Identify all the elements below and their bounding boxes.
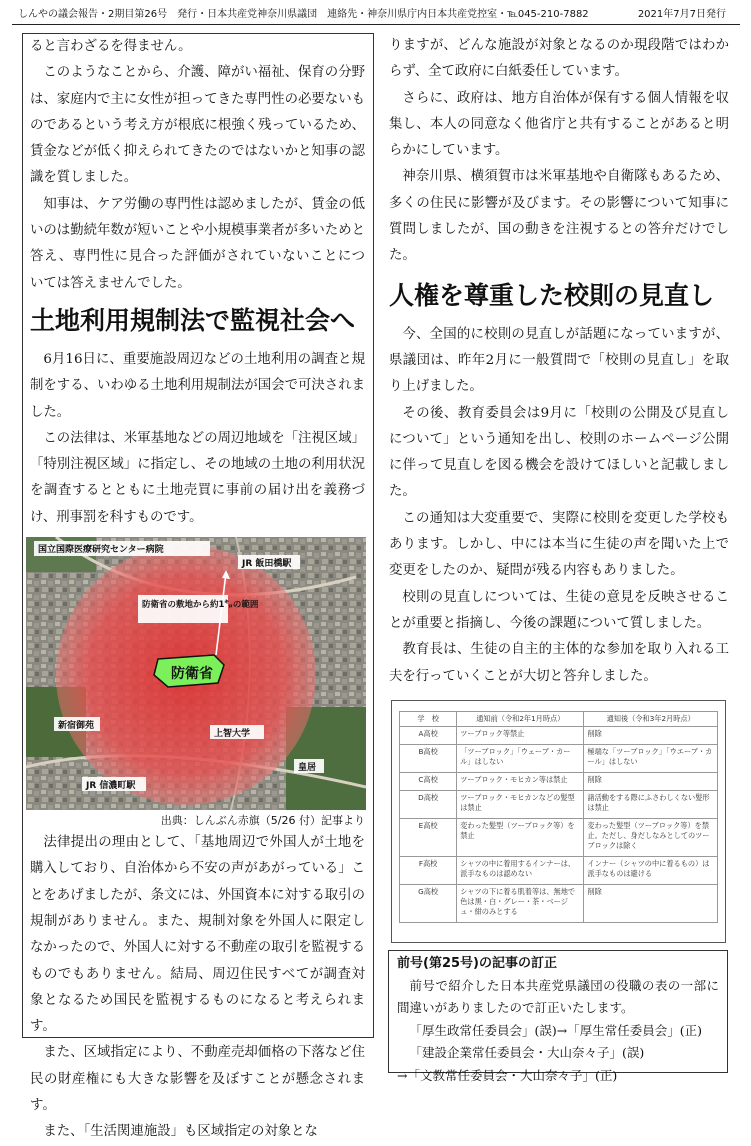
map-label-shinjuku-gyoen: 新宿御苑 — [58, 721, 95, 732]
paragraph: また、区域指定により、不動産売却価格の下落など住民の財産権にも大きな影響を及ぼすことが懸念されます。 — [30, 1045, 365, 1114]
correction-box — [388, 950, 728, 1083]
table-cell: D高校 — [400, 790, 457, 818]
table-cell: シャツの中に着用するインナーは、派手なものは認めない — [457, 856, 584, 884]
map-label-mod: 防衛省 — [171, 666, 213, 683]
paragraph: 6月16日に、重要施設周辺などの土地利用の調査と規制をする、いわゆる土地利用規制法が国会で可決されました。 — [30, 351, 365, 420]
table-header-cell: 学 校 — [400, 711, 457, 726]
table-cell: 削除 — [584, 772, 718, 790]
section-heading-land-law: 土地利用規制法で監視社会へ — [30, 305, 356, 335]
correction-title: 前号(第25号)の記事の訂正 — [397, 955, 557, 971]
table-header-cell: 通知前（令和2年1月時点） — [457, 711, 584, 726]
section-heading-school-rules: 人権を尊重した校則の見直し — [389, 280, 715, 310]
left-column — [22, 33, 374, 1140]
table-row — [400, 856, 718, 884]
table-header-cell: 通知後（令和3年2月時点） — [584, 711, 718, 726]
page-header — [12, 6, 740, 25]
table-cell: インナー（シャツの中に着るもの）は派手なものは避ける — [584, 856, 718, 884]
paragraph: 校則の見直しについては、生徒の意見を反映させることが重要と指摘し、今後の課題について質しました。 — [389, 589, 729, 631]
table-cell: ツーブロック・モヒカン等は禁止 — [457, 772, 584, 790]
table-row — [400, 744, 718, 772]
table-cell: C高校 — [400, 772, 457, 790]
table-cell: 「ツーブロック」「ウェーブ・カール」はしない — [457, 744, 584, 772]
table-cell: A高校 — [400, 726, 457, 744]
map-label-sophia: 上智大学 — [214, 729, 251, 740]
correction-line: 「建設企業常任委員会・大山奈々子」(誤) — [409, 1045, 645, 1061]
table-cell: シャツの下に着る肌着等は、無地で色は黒・白・グレー・茶・ベージュ・紺のみとする — [457, 884, 584, 922]
table-cell: G高校 — [400, 884, 457, 922]
paragraph: 知事は、ケア労働の専門性は認めましたが、賃金の低いのは勤続年数が短いことや小規模事業者が多いためと答え、専門性に見合った評価がされていないことについては答えませんでした。 — [30, 196, 365, 291]
paragraph: りますが、どんな施設が対象となるのか現段階ではわからず、全て政府に白紙委任しています。 — [389, 38, 729, 80]
table-cell: 削除 — [584, 726, 718, 744]
table-row — [400, 818, 718, 856]
map-figure — [26, 537, 366, 810]
right-column — [385, 33, 737, 1083]
table-cell: 諸活動をする際にふさわしくない髪形は禁止 — [584, 790, 718, 818]
paragraph: その後、教育委員会は9月に「校則の公開及び見直しについて」という通知を出し、校則のホームページ公開に伴って見直しを図る機会を設けてほしいと記載しました。 — [389, 405, 729, 500]
school-rules-table-figure — [391, 700, 726, 943]
table-cell: B高校 — [400, 744, 457, 772]
map-label-imperial-palace: 皇居 — [298, 763, 317, 774]
correction-line: 「厚生政常任委員会」(誤)→「厚生常任委員会」(正) — [409, 1022, 702, 1038]
table-row — [400, 790, 718, 818]
table-row — [400, 726, 718, 744]
map-caption: 出典：しんぶん赤旗（5/26 付）記事より — [160, 814, 365, 828]
table-cell: ツーブロック・モヒカンなどの髪型は禁止 — [457, 790, 584, 818]
paragraph: 今、全国的に校則の見直しが話題になっていますが、県議団は、昨年2月に一般質問で「校則の見直し」を取り上げました。 — [389, 326, 729, 395]
table-cell: F高校 — [400, 856, 457, 884]
paragraph: この法律は、米軍基地などの周辺地域を「注視区域」「特別注視区域」に指定し、その地域の土地の利用状況を調査するとともに土地売買に事前の届け出を義務づけ、刑事罰を科すものです。 — [30, 430, 365, 525]
correction-text: 前号で紹介した日本共産党県議団の役職の表の一部に間違いがありましたので訂正いたします。 — [397, 977, 719, 1016]
aerial-map-image — [26, 537, 366, 810]
map-label-iidabashi: JR 飯田橋駅 — [242, 559, 292, 570]
table-cell: 削除 — [584, 884, 718, 922]
paragraph: 教育長は、生徒の自主的主体的な参加を取り入れる工夫を行っていくことが大切と答弁しました。 — [389, 642, 729, 684]
school-rules-table — [399, 711, 718, 923]
table-header-row — [400, 711, 718, 726]
paragraph: この通知は大変重要で、実際に校則を変更した学校もあります。しかし、中には本当に生徒の声を聞いた上で変更をしたのか、疑問が残る内容もありました。 — [389, 510, 729, 579]
header-date: 2021年7月7日発行 — [637, 9, 726, 20]
paragraph: 法律提出の理由として、「基地周辺で外国人が土地を購入しており、自治体から不安の声があがっている」ことをあげましたが、条文には、外国資本に対する取引の規制がありません。また、規制対象を外国人に限定しなかったので、外国人に対する不動産の取引を監視するものでもありません。結局、周辺住民すべてが調査対象となるため国民を監視するものになると考えられます。 — [30, 835, 365, 1035]
correction-line: →「文教常任委員会・大山奈々子」(正) — [397, 1067, 618, 1083]
table-cell: E高校 — [400, 818, 457, 856]
header-info: しんやの議会報告・2期目第26号 発行・日本共産党神奈川県議団 連絡先・神奈川県庁内日本共産党控室・℡045-210-7882 — [18, 9, 589, 20]
table-cell: 変わった髪型（ツーブロック等）を禁止。ただし、身だしなみとしてのツーブロックは除く — [584, 818, 718, 856]
paragraph: また、「生活関連施設」も区域指定の対象とな — [43, 1124, 318, 1140]
map-label-range: 防衛省の敷地から約1㌔の範囲 — [142, 600, 259, 611]
paragraph: このようなことから、介護、障がい福祉、保育の分野は、家庭内で主に女性が担ってきた専門性の必要ないものであるという考え方が根底に根強く残っているため、賃金などが低く抑えられてきたのではないかと知事の認識を質しました。 — [30, 65, 365, 186]
paragraph: 神奈川県、横須賀市は米軍基地や自衛隊もあるため、多くの住民に影響が及びます。その影響について知事に質問しましたが、国の動きを注視するとの答弁だけでした。 — [389, 169, 729, 264]
table-cell: 極端な「ツーブロック」「ウエーブ・カール」はしない — [584, 744, 718, 772]
paragraph: さらに、政府は、地方自治体が保有する個人情報を収集し、本人の同意なく他省庁と共有することがあると明らかにしています。 — [389, 90, 729, 159]
map-label-shinanomachi: JR 信濃町駅 — [86, 781, 136, 792]
table-cell: ツーブロック等禁止 — [457, 726, 584, 744]
table-row — [400, 884, 718, 922]
paragraph: ると言わざるを得ません。 — [30, 39, 192, 54]
map-label-hospital: 国立国際医療研究センター病院 — [38, 545, 164, 556]
table-cell: 変わった髪型（ツーブロック等）を禁止 — [457, 818, 584, 856]
table-row — [400, 772, 718, 790]
